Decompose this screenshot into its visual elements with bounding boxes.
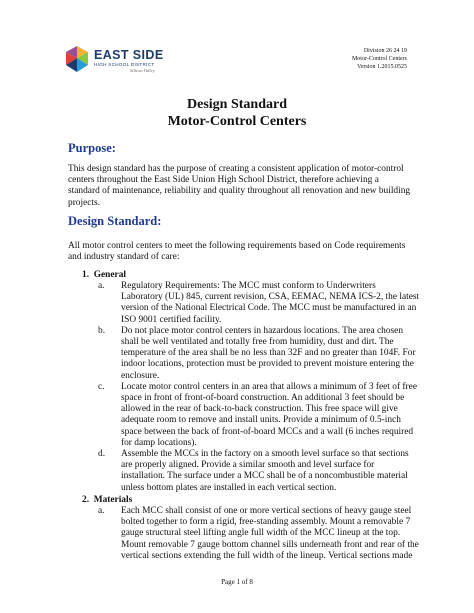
logo-tagline: Silicon Valley — [130, 68, 155, 73]
item-line: version of the National Electrical Code. The MCC must be manufactured in an — [121, 303, 417, 314]
item-line: indoor locations, protection must be provided to prevent moisture entering the — [121, 359, 414, 370]
item-line: Do not place motor control centers in hazardous locations. The area chosen — [121, 325, 404, 336]
item-line: bolted together to form a rigid, free-standing assembly. Mount a removable 7 — [121, 517, 411, 528]
section-2-list — [98, 506, 428, 562]
intro-line: All motor control centers to meet the following requirements based on Code requirements — [68, 241, 406, 251]
purpose-heading: Purpose: — [68, 141, 116, 155]
purpose-line: projects. — [68, 197, 101, 208]
section-title: General — [93, 270, 127, 280]
section-1-heading — [82, 270, 126, 281]
item-line: enclosure. — [121, 370, 160, 381]
item-line: gauge structural steel lifting angle full width of the MCC lineup at the top. — [121, 528, 401, 539]
document-version: Version 1.2015.0525 — [357, 64, 407, 70]
item-line: Assemble the MCCs in the factory on a smooth level surface so that sections — [121, 449, 409, 460]
design-standard-intro — [68, 241, 418, 263]
design-standard-heading: Design Standard: — [68, 214, 162, 228]
logo-name: EAST SIDE — [94, 48, 164, 62]
item-line: space in front of front-of-board construction. An additional 3 feet should be — [121, 393, 405, 404]
item-line: adequate room to remove and install units. Provide a minimum of 0.5-inch — [121, 415, 401, 426]
purpose-line: centers throughout the East Side Union High School District, therefore achieving a — [68, 175, 379, 186]
item-label: d. — [98, 449, 106, 460]
intro-line: and industry standard of care: — [68, 252, 180, 263]
item-line: space between the back of front-of-board MCCs and a wall (6 inches required — [121, 426, 414, 437]
section-2-heading — [82, 495, 132, 506]
item-line: shall be well ventilated and totally free from humidity, dust and dirt. The — [121, 337, 394, 348]
district-logo — [64, 45, 194, 77]
list-item — [98, 449, 428, 494]
item-line: Locate motor control centers in an area that allows a minimum of 3 feet of free — [121, 381, 417, 392]
item-label: a. — [98, 506, 105, 516]
item-line: ISO 9001 certified facility. — [121, 314, 222, 325]
purpose-line: standard of maintenance, reliability and quality throughout all renovation and new building — [68, 186, 411, 197]
item-label: b. — [98, 325, 106, 336]
list-item — [98, 281, 428, 326]
document-subject: Motor-Control Centers — [351, 56, 407, 62]
document-info — [352, 47, 407, 71]
list-item — [98, 382, 428, 449]
item-line: allowed in the rear of back-to-back construction. This free space will give — [121, 404, 398, 415]
document-title — [0, 96, 474, 130]
logo-subtitle: HIGH SCHOOL DISTRICT — [94, 62, 155, 67]
purpose-paragraph — [68, 164, 418, 209]
item-line: Mount removable 7 gauge bottom channel sills underneath front and rear of the — [121, 539, 419, 550]
section-title: Materials — [93, 495, 133, 505]
item-line: vertical sections extending the full width of the lineup. Vertical sections made — [121, 550, 413, 561]
item-line: Regulatory Requirements: The MCC must conform to Underwriters — [121, 281, 376, 291]
section-number: 1. — [82, 270, 90, 280]
district-logo-icon — [64, 45, 90, 75]
item-line: Laboratory (UL) 845, current revision, CSA, EEMAC, NEMA ICS-2, the latest — [121, 292, 420, 303]
section-1-list — [98, 281, 428, 494]
title-line-2: Motor-Control Centers — [167, 114, 307, 129]
item-line: unless bottom plates are installed in each vertical section. — [121, 482, 337, 493]
item-label: a. — [98, 281, 105, 291]
item-line: temperature of the area shall be no less than 32F and no greater than 104F. For — [121, 348, 416, 359]
section-number: 2. — [82, 495, 90, 505]
item-line: Each MCC shall consist of one or more vertical sections of heavy gauge steel — [121, 506, 412, 516]
list-item — [98, 326, 428, 382]
title-line-1: Design Standard — [187, 97, 287, 112]
purpose-line: This design standard has the purpose of creating a consistent application of motor-control — [68, 164, 404, 174]
list-item — [98, 506, 428, 562]
page-number: Page 1 of 8 — [221, 578, 253, 586]
item-line: installation. The surface under a MCC shall be of a noncombustible material — [121, 471, 408, 482]
item-label: c. — [98, 381, 105, 392]
item-line: are properly aligned. Provide a similar smooth and level surface for — [121, 460, 375, 471]
item-line: for damp locations). — [121, 437, 197, 448]
division-number: Division 26 24 19 — [363, 48, 407, 54]
